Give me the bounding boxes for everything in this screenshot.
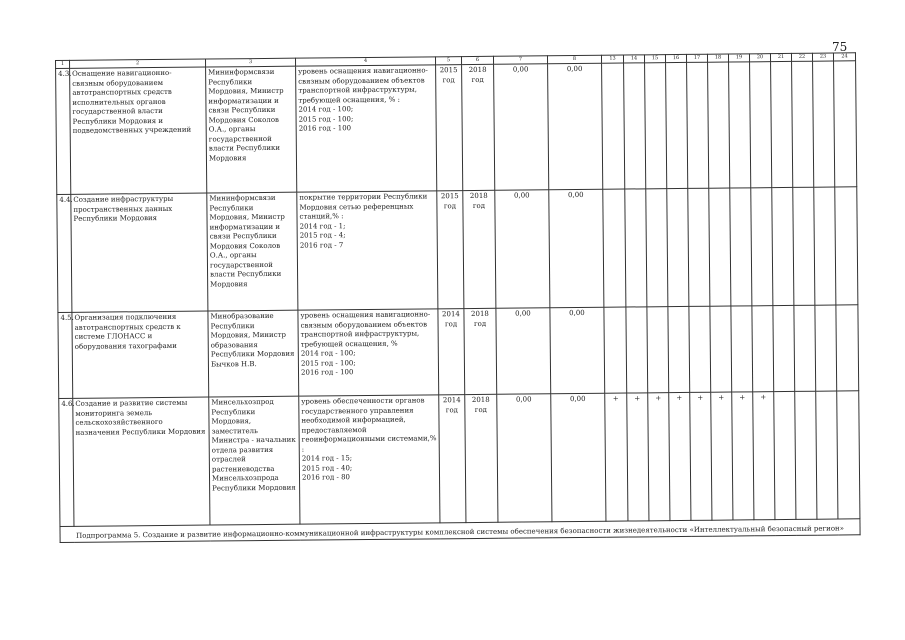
row-number: 4.4.	[57, 194, 72, 312]
schedule-mark: +	[711, 392, 733, 520]
start-year: 2014 год	[439, 395, 466, 523]
schedule-mark	[792, 61, 814, 187]
schedule-mark: +	[732, 392, 754, 520]
schedule-mark	[813, 61, 835, 187]
schedule-mark	[773, 305, 795, 391]
measure-name: Оснащение навигационно-связным оборудованием автотранспортных средств исполнительных органов государственной власти Республики Мордовия и подведомственных учреждений	[70, 67, 207, 194]
row-number: 4.3.	[56, 68, 71, 194]
measure-name: Организация подключения автотранспортных средств к системе ГЛОНАСС и оборудования тахографами	[72, 311, 209, 398]
column-number: 19	[728, 54, 749, 62]
page-number: 75	[832, 40, 848, 54]
responsible-executor: Мининформсвязи Республики Мордовия, Министр информатизации и связи Республики Мордовия Соколов О.А., органы государственной власти Республики Мордовия	[207, 192, 298, 311]
schedule-mark	[730, 188, 752, 306]
schedule-mark	[604, 307, 627, 393]
schedule-mark	[625, 189, 647, 307]
subprogram-title: Подпрограмма 5. Создание и развитие информационно-коммуникационной инфраструктуры комплексной системы обеспечения безопасности жизнедеятельности «Интеллектуальный безопасный регион»	[60, 519, 860, 543]
measure-name: Создание инфраструктуры пространственных данных Республики Мордовия	[71, 193, 208, 312]
funding-value: 0,00	[551, 393, 606, 522]
column-number: 18	[707, 54, 728, 62]
schedule-mark	[835, 187, 858, 305]
schedule-mark	[795, 391, 817, 519]
schedule-mark	[816, 391, 838, 519]
schedule-mark	[837, 391, 860, 519]
schedule-mark	[752, 306, 774, 392]
funding-value: 0,00	[494, 64, 549, 191]
column-number: 23	[812, 53, 833, 61]
target-indicator: уровень оснащения навигационно-связным оборудованием объектов транспортной инфраструктуры, требующей оснащения, % 2014 год - 100; 2015 год - 100; 2016 год - 100	[298, 309, 439, 396]
schedule-mark	[689, 306, 711, 392]
schedule-mark	[834, 61, 857, 187]
column-number: 6	[461, 56, 493, 64]
column-number: 16	[665, 54, 686, 62]
column-number: 14	[623, 55, 644, 63]
schedule-mark: +	[669, 392, 691, 520]
target-indicator: уровень оснащения навигационно-связным оборудованием объектов транспортной инфраструктуры, требующей оснащения, % : 2014 год - 100; 2015 год - 100; 2016 год - 100	[296, 65, 437, 192]
column-number: 4	[295, 57, 435, 66]
row-number: 4.5.	[58, 312, 73, 398]
funding-value: 0,00	[550, 307, 605, 394]
column-number: 5	[435, 57, 461, 65]
column-number: 13	[601, 55, 623, 63]
schedule-mark	[750, 62, 772, 188]
start-year: 2015 год	[436, 65, 463, 191]
column-number: 7	[493, 56, 547, 65]
column-number: 21	[770, 53, 791, 61]
column-number: 3	[205, 58, 295, 67]
schedule-mark	[771, 61, 793, 187]
responsible-executor: Минобразование Республики Мордовия, Министр образования Республики Мордовия Бычков Н.В.	[208, 310, 299, 397]
target-indicator: уровень обеспеченности органов государственного управления необходимой информацией, предоставляемой геоинформационными системами,% : 2014 год - 15; 2015 год - 40; 2016 год - 80	[299, 395, 440, 524]
schedule-mark	[667, 188, 689, 306]
schedule-mark	[751, 188, 773, 306]
column-number: 22	[791, 53, 812, 61]
start-year: 2014 год	[438, 309, 465, 395]
funding-value: 0,00	[495, 190, 550, 309]
funding-value: 0,00	[549, 189, 604, 308]
measure-name: Создание и развитие системы мониторинга земель сельскохозяйственного назначения Республики Мордовия	[73, 397, 210, 526]
responsible-executor: Мининформсвязи Республики Мордовия, Министр информатизации и связи Республики Мордовия Соколов О.А., органы государственной власти Республики Мордовия	[206, 66, 297, 193]
schedule-mark	[666, 62, 688, 188]
table-row	[59, 391, 860, 527]
schedule-mark	[731, 306, 753, 392]
funding-value: 0,00	[548, 63, 603, 190]
end-year: 2018 год	[463, 190, 496, 308]
schedule-mark	[836, 305, 859, 391]
schedule-mark	[710, 306, 732, 392]
schedule-mark: +	[605, 393, 628, 521]
column-number: 15	[644, 55, 665, 63]
schedule-mark	[626, 307, 648, 393]
target-indicator: покрытие территории Республики Мордовия сетью референцных станций,% : 2014 год - 1; 2015 год - 4; 2016 год - 7	[297, 191, 438, 310]
schedule-mark	[729, 62, 751, 188]
schedule-mark	[794, 305, 816, 391]
schedule-mark	[624, 63, 646, 189]
schedule-mark: +	[648, 393, 670, 521]
schedule-mark	[708, 62, 730, 188]
schedule-mark	[688, 188, 710, 306]
schedule-mark	[815, 305, 837, 391]
column-number: 1	[56, 60, 70, 68]
column-number: 17	[686, 54, 707, 62]
schedule-mark	[668, 306, 690, 392]
schedule-mark	[814, 187, 836, 305]
table-row	[57, 187, 858, 313]
table-row	[58, 305, 859, 399]
responsible-executor: Минсельхозпрод Республики Мордовия, заместитель Министра - начальник отдела развития отраслей растениеводства Минсельхозпрода Республики Мордовия	[209, 396, 300, 525]
program-table	[55, 52, 861, 543]
end-year: 2018 год	[464, 308, 497, 394]
end-year: 2018 год	[462, 64, 495, 190]
schedule-mark: +	[753, 392, 775, 520]
schedule-mark	[687, 62, 709, 188]
column-number: 2	[70, 59, 206, 68]
table-row	[56, 61, 857, 195]
column-number: 24	[833, 53, 855, 61]
column-number: 20	[749, 54, 770, 62]
schedule-mark	[647, 307, 669, 393]
column-number: 8	[547, 55, 601, 64]
schedule-mark	[774, 391, 796, 519]
schedule-mark	[602, 63, 625, 189]
schedule-mark: +	[627, 393, 649, 521]
document-table-wrapper	[55, 53, 848, 543]
schedule-mark	[645, 63, 667, 189]
schedule-mark	[646, 189, 668, 307]
funding-value: 0,00	[497, 394, 552, 523]
row-number: 4.6.	[59, 398, 74, 526]
schedule-mark	[709, 188, 731, 306]
funding-value: 0,00	[496, 308, 551, 395]
schedule-mark	[793, 187, 815, 305]
start-year: 2015 год	[437, 191, 464, 309]
schedule-mark	[772, 187, 794, 305]
schedule-mark: +	[690, 392, 712, 520]
end-year: 2018 год	[465, 394, 498, 522]
schedule-mark	[603, 189, 626, 307]
